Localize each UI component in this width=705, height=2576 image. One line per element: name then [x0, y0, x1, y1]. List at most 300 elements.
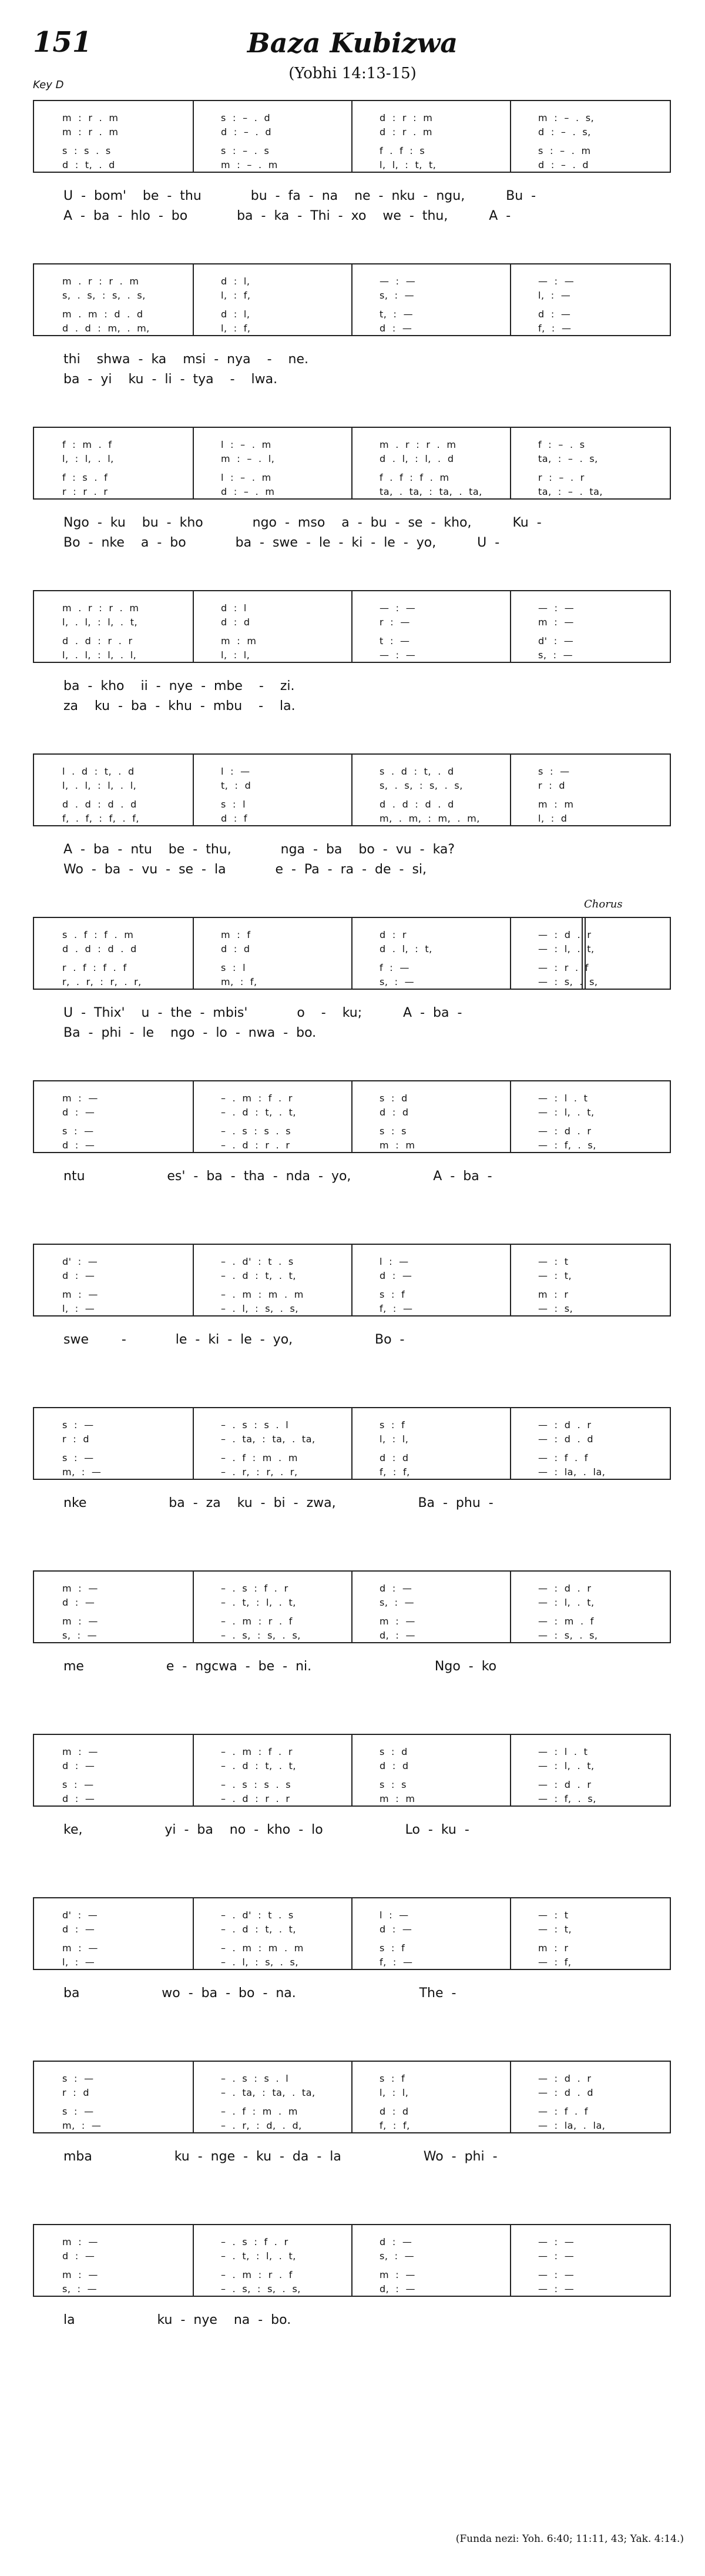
solfa-voice: – . m : f . r [221, 1093, 293, 1104]
solfa-voice: d : — [62, 2250, 95, 2262]
solfa-voice: m . r : r . m [62, 602, 139, 614]
solfa-voice: s, . s, : s, . s, [380, 780, 463, 791]
solfa-voice: m : r . m [62, 112, 119, 123]
staff-box [33, 100, 671, 173]
bar-line [193, 264, 194, 335]
staff-box [33, 1080, 671, 1153]
solfa-voice: — : d . r [538, 1419, 592, 1431]
solfa-voice: s . f : f . m [62, 929, 134, 940]
bar-line [510, 2062, 511, 2132]
solfa-voice: s : — [538, 766, 570, 777]
bar-line [510, 1245, 511, 1315]
solfa-voice: – . d' : t . s [221, 1256, 294, 1267]
solfa-voice: – . d : t, . t, [221, 1107, 296, 1118]
solfa-voice: — : l . t [538, 1093, 588, 1104]
solfa-voice: – . s, : s, . s, [221, 1630, 301, 1641]
solfa-voice: f . f : s [380, 145, 425, 156]
solfa-voice: — : — [380, 276, 416, 287]
solfa-voice: r, . r, : r, . r, [62, 976, 142, 987]
solfa-voice: d . d : m, . m, [62, 323, 150, 334]
solfa-voice: m : r [538, 1289, 569, 1300]
lyric-line: A - ba - ntu be - thu, nga - ba bo - vu - ka? [63, 842, 455, 857]
solfa-voice: s : — [62, 1779, 94, 1790]
solfa-voice: f, : — [380, 1303, 413, 1314]
music-system [33, 1734, 671, 1837]
solfa-voice: m . r : r . m [62, 276, 139, 287]
solfa-voice: d, : — [380, 2283, 415, 2294]
solfa-voice: r : d [62, 1433, 89, 1445]
solfa-voice: — : d . d [538, 2087, 593, 2098]
bar-line [193, 1081, 194, 1152]
solfa-voice: m : f [221, 929, 251, 940]
solfa-voice: d : – . m [221, 486, 275, 497]
solfa-voice: – . r, : d, . d, [221, 2120, 302, 2131]
solfa-voice: d' : — [62, 1910, 98, 1921]
solfa-voice: t, : — [380, 309, 414, 320]
solfa-voice: — : s, . s, [538, 976, 598, 987]
solfa-voice: — : — [538, 2283, 575, 2294]
bar-line [351, 1735, 352, 1805]
solfa-voice: s : — [62, 1125, 94, 1137]
solfa-voice: r : — [380, 617, 410, 628]
solfa-voice: d, : — [380, 1630, 415, 1641]
solfa-voice: s : d [380, 1093, 408, 1104]
solfa-voice: – . d' : t . s [221, 1910, 294, 1921]
solfa-voice: – . m : r . f [221, 2269, 293, 2280]
solfa-voice: f, : f, [380, 1466, 410, 1478]
solfa-voice: f : s . f [62, 472, 108, 483]
lyric-line: ba - kho ii - nye - mbe - zi. [63, 679, 295, 694]
bar-line [193, 1408, 194, 1479]
music-system [33, 1897, 671, 2001]
solfa-voice: d : d [380, 2106, 409, 2117]
solfa-voice: r : d [62, 2087, 89, 2098]
solfa-voice: m : m [538, 799, 574, 810]
solfa-voice: m : — [62, 1289, 98, 1300]
solfa-voice: d : — [62, 1793, 95, 1804]
bar-line [351, 591, 352, 662]
solfa-voice: s : – . m [538, 145, 591, 156]
solfa-voice: — : f, . s, [538, 1793, 596, 1804]
bar-line [193, 1735, 194, 1805]
bar-line [351, 1408, 352, 1479]
solfa-voice: s, : — [380, 976, 415, 987]
lyric-line: nke ba - za ku - bi - zwa, Ba - phu - [63, 1496, 494, 1510]
solfa-voice: m : m [380, 1140, 415, 1151]
solfa-voice: — : d . d [538, 1433, 593, 1445]
staff-box [33, 427, 671, 500]
solfa-voice: ta, : – . ta, [538, 486, 603, 497]
solfa-voice: s : s . s [62, 145, 111, 156]
solfa-voice: s, : — [62, 2283, 98, 2294]
solfa-voice: – . m : r . f [221, 1616, 293, 1627]
music-system [33, 1570, 671, 1674]
solfa-voice: d : l [221, 602, 247, 614]
solfa-voice: – . m : m . m [221, 1942, 304, 1954]
solfa-voice: d . d : r . r [62, 635, 133, 646]
lyric-line: Wo - ba - vu - se - la e - Pa - ra - de - si, [63, 862, 427, 877]
staff-box [33, 1734, 671, 1807]
solfa-voice: – . s : f . r [221, 1583, 288, 1594]
bar-line [351, 755, 352, 825]
solfa-voice: — : — [538, 276, 575, 287]
solfa-voice: l, : l, [221, 649, 250, 661]
solfa-voice: d . d : d . d [380, 799, 454, 810]
lyric-line: Bo - nke a - bo ba - swe - le - ki - le - yo, U - [63, 535, 500, 550]
solfa-voice: – . d : t, . t, [221, 1760, 296, 1771]
solfa-voice: t : — [380, 635, 410, 646]
bar-line [193, 1572, 194, 1642]
solfa-voice: l, : — [538, 290, 571, 301]
bar-line [193, 101, 194, 172]
bar-line [193, 755, 194, 825]
solfa-voice: – . r, : r, . r, [221, 1466, 298, 1478]
solfa-voice: — : d . r [538, 1779, 592, 1790]
music-system [33, 753, 671, 877]
music-system [33, 1080, 671, 1184]
bar-line [510, 918, 511, 989]
bar-line [351, 2225, 352, 2296]
lyric-line: thi shwa - ka msi - nya - ne. [63, 352, 308, 367]
solfa-voice: — : s, [538, 1303, 573, 1314]
solfa-voice: — : — [538, 602, 575, 614]
solfa-voice: — : f . f [538, 1452, 588, 1463]
solfa-voice: s : — [62, 2106, 94, 2117]
solfa-voice: ta, : – . s, [538, 453, 598, 464]
solfa-voice: – . m : f . r [221, 1746, 293, 1757]
solfa-voice: s, : — [62, 1630, 98, 1641]
solfa-voice: f, : — [538, 323, 572, 334]
solfa-voice: — : la, . la, [538, 1466, 606, 1478]
solfa-voice: — : t [538, 1910, 569, 1921]
bar-line [510, 101, 511, 172]
solfa-voice: s : f [380, 1289, 405, 1300]
solfa-voice: l, . l, : l, . t, [62, 617, 138, 628]
solfa-voice: – . t, : l, . t, [221, 1597, 296, 1608]
solfa-voice: — : m . f [538, 1616, 594, 1627]
lyric-line: Ba - phi - le ngo - lo - nwa - bo. [63, 1026, 317, 1040]
solfa-voice: d : r [380, 929, 407, 940]
solfa-voice: — : d . r [538, 1583, 592, 1594]
solfa-voice: s : f [380, 1942, 405, 1954]
bar-line [510, 2225, 511, 2296]
music-system [33, 100, 671, 223]
solfa-voice: m : r . m [62, 126, 119, 138]
solfa-voice: l, : f, [221, 290, 251, 301]
lyric-line: ba - yi ku - li - tya - lwa. [63, 372, 278, 387]
solfa-voice: — : — [538, 2250, 575, 2262]
solfa-voice: m : — [62, 1093, 98, 1104]
solfa-voice: d : – . s, [538, 126, 591, 138]
solfa-voice: m : — [62, 2269, 98, 2280]
solfa-voice: – . d : t, . t, [221, 1924, 296, 1935]
solfa-voice: s : s [380, 1125, 407, 1137]
solfa-voice: m : — [380, 2269, 415, 2280]
solfa-voice: l, : l, [380, 1433, 409, 1445]
solfa-voice: l, . l, : l, . l, [62, 649, 137, 661]
solfa-voice: m, : — [62, 1466, 102, 1478]
solfa-voice: d : — [62, 1597, 95, 1608]
bar-line [193, 1245, 194, 1315]
solfa-voice: d : — [380, 1924, 412, 1935]
music-system [33, 427, 671, 550]
music-system [33, 2061, 671, 2164]
solfa-voice: — : f, [538, 1957, 572, 1968]
solfa-voice: m : — [380, 1616, 415, 1627]
staff-box [33, 590, 671, 663]
lyric-line: U - Thix' u - the - mbis' o - ku; A - ba - [63, 1006, 462, 1020]
lyric-line: Ngo - ku bu - kho ngo - mso a - bu - se - kho, Ku - [63, 515, 542, 530]
solfa-voice: d . d : d . d [62, 943, 137, 954]
music-system [33, 263, 671, 387]
solfa-voice: m . r : r . m [380, 439, 456, 450]
solfa-voice: l . d : t, . d [62, 766, 135, 777]
solfa-voice: m : — [62, 2236, 98, 2247]
lyric-line: A - ba - hlo - bo ba - ka - Thi - xo we - thu, A - [63, 209, 511, 223]
bar-line [193, 2225, 194, 2296]
solfa-voice: m : – . m [221, 159, 278, 170]
staff-box [33, 1407, 671, 1480]
solfa-voice: d : — [538, 309, 571, 320]
solfa-voice: f . f : f . m [380, 472, 449, 483]
bar-line [510, 591, 511, 662]
solfa-voice: l : — [380, 1910, 409, 1921]
solfa-voice: s : – . d [221, 112, 271, 123]
solfa-voice: m : – . s, [538, 112, 595, 123]
solfa-voice: l, : d [538, 813, 568, 824]
bar-line [351, 1081, 352, 1152]
solfa-voice: s : — [62, 1419, 94, 1431]
solfa-voice: d' : — [62, 1256, 98, 1267]
solfa-voice: – . d : r . r [221, 1140, 290, 1151]
solfa-voice: – . s : s . s [221, 1125, 291, 1137]
solfa-voice: d : r . m [380, 126, 432, 138]
solfa-voice: m : m [380, 1793, 415, 1804]
solfa-voice: s : – . s [221, 145, 270, 156]
bar-line [193, 1898, 194, 1969]
solfa-voice: – . f : m . m [221, 2106, 298, 2117]
solfa-voice: d : – . d [221, 126, 271, 138]
staff-box [33, 1244, 671, 1317]
solfa-voice: m, : — [62, 2120, 102, 2131]
solfa-voice: l, : f, [221, 323, 251, 334]
solfa-voice: l, : — [62, 1303, 95, 1314]
bar-line [351, 918, 352, 989]
solfa-voice: f : — [380, 962, 409, 973]
solfa-voice: d : — [62, 1760, 95, 1771]
solfa-voice: d' : — [538, 635, 574, 646]
solfa-voice: – . s : s . l [221, 1419, 289, 1431]
key-signature: Key D [33, 79, 64, 91]
hymn-title: Baza Kubizwa [247, 27, 458, 59]
staff-box [33, 2061, 671, 2133]
solfa-voice: m : — [62, 1616, 98, 1627]
staff-box [33, 1897, 671, 1970]
lyric-line: swe - le - ki - le - yo, Bo - [63, 1332, 405, 1347]
solfa-voice: l, : l, [380, 2087, 409, 2098]
solfa-voice: – . s : f . r [221, 2236, 288, 2247]
lyric-line: ba wo - ba - bo - na. The - [63, 1986, 456, 2001]
staff-box [33, 753, 671, 826]
bar-line [193, 428, 194, 498]
music-system [33, 590, 671, 713]
solfa-voice: — : d . r [538, 1125, 592, 1137]
solfa-voice: r . f : f . f [62, 962, 127, 973]
music-system [33, 898, 671, 1040]
solfa-voice: r : d [538, 780, 565, 791]
solfa-voice: l : — [380, 1256, 409, 1267]
bar-line [510, 1572, 511, 1642]
solfa-voice: — : — [380, 649, 416, 661]
staff-box [33, 917, 671, 990]
solfa-voice: m : — [62, 1583, 98, 1594]
bar-line [510, 755, 511, 825]
solfa-voice: l, l, : t, t, [380, 159, 437, 170]
solfa-voice: – . d : r . r [221, 1793, 290, 1804]
solfa-voice: — : la, . la, [538, 2120, 606, 2131]
solfa-voice: s : s [380, 1779, 407, 1790]
solfa-voice: — : r . f [538, 962, 589, 973]
solfa-voice: l, . l, : l, . l, [62, 780, 137, 791]
solfa-voice: d : d [380, 1760, 409, 1771]
solfa-voice: — : — [380, 602, 416, 614]
solfa-voice: m, . m, : m, . m, [380, 813, 480, 824]
solfa-voice: d : d [380, 1452, 409, 1463]
solfa-voice: m : m [221, 635, 257, 646]
solfa-voice: d : f [221, 813, 248, 824]
solfa-voice: r : – . r [538, 472, 585, 483]
solfa-voice: m . m : d . d [62, 309, 143, 320]
solfa-voice: f : – . s [538, 439, 585, 450]
solfa-voice: – . ta, : ta, . ta, [221, 1433, 315, 1445]
solfa-voice: m : – . l, [221, 453, 275, 464]
solfa-voice: d : — [380, 323, 412, 334]
solfa-voice: d : l, [221, 309, 250, 320]
solfa-voice: d : t, . d [62, 159, 115, 170]
solfa-voice: s : d [380, 1746, 408, 1757]
chorus-label: Chorus [584, 898, 623, 910]
solfa-voice: d : d [221, 617, 250, 628]
bar-line [193, 918, 194, 989]
bar-line [510, 264, 511, 335]
music-system [33, 1244, 671, 1347]
lyric-line: me e - ngcwa - be - ni. Ngo - ko [63, 1659, 497, 1674]
solfa-voice: s : l [221, 962, 246, 973]
bar-line [510, 1408, 511, 1479]
solfa-voice: d : — [62, 1270, 95, 1281]
solfa-voice: — : f . f [538, 2106, 588, 2117]
solfa-voice: — : l . t [538, 1746, 588, 1757]
solfa-voice: d : d [221, 943, 250, 954]
solfa-voice: — : d . r [538, 929, 592, 940]
solfa-voice: l, : l, . l, [62, 453, 114, 464]
solfa-voice: d : — [380, 1583, 412, 1594]
lyric-line: ntu es' - ba - tha - nda - yo, A - ba - [63, 1169, 492, 1184]
solfa-voice: m : — [62, 1746, 98, 1757]
bar-line [351, 2062, 352, 2132]
solfa-voice: — : l, . t, [538, 1107, 595, 1118]
solfa-voice: f, : — [380, 1957, 413, 1968]
solfa-voice: d . d : d . d [62, 799, 137, 810]
solfa-voice: f, . f, : f, . f, [62, 813, 139, 824]
solfa-voice: – . f : m . m [221, 1452, 298, 1463]
solfa-voice: — : s, . s, [538, 1630, 598, 1641]
lyric-line: mba ku - nge - ku - da - la Wo - phi - [63, 2149, 498, 2164]
bar-line [193, 591, 194, 662]
solfa-voice: – . l, : s, . s, [221, 1957, 298, 1968]
solfa-voice: d : — [380, 1270, 412, 1281]
solfa-voice: d : r : m [380, 112, 433, 123]
lyric-line: za ku - ba - khu - mbu - la. [63, 699, 296, 713]
bar-line [351, 101, 352, 172]
solfa-voice: — : l, . t, [538, 1597, 595, 1608]
staff-box [33, 2224, 671, 2297]
solfa-voice: f, : f, [380, 2120, 410, 2131]
solfa-voice: – . s : s . s [221, 1779, 291, 1790]
solfa-voice: – . ta, : ta, . ta, [221, 2087, 315, 2098]
solfa-voice: l : – . m [221, 472, 271, 483]
solfa-voice: s . d : t, . d [380, 766, 454, 777]
solfa-voice: d . l, : l, . d [380, 453, 454, 464]
bar-line [351, 1898, 352, 1969]
solfa-voice: – . d : t, . t, [221, 1270, 296, 1281]
solfa-voice: t, : d [221, 780, 251, 791]
solfa-voice: s : — [62, 1452, 94, 1463]
solfa-voice: l, : — [62, 1957, 95, 1968]
solfa-voice: m : — [538, 617, 574, 628]
solfa-voice: — : t [538, 1256, 569, 1267]
solfa-voice: — : t, [538, 1270, 572, 1281]
solfa-voice: r : r . r [62, 486, 108, 497]
bar-line [351, 428, 352, 498]
solfa-voice: s : f [380, 1419, 405, 1431]
lyric-line: ke, yi - ba no - kho - lo Lo - ku - [63, 1823, 469, 1837]
staff-box [33, 1570, 671, 1643]
solfa-voice: s, : — [380, 290, 415, 301]
solfa-voice: – . t, : l, . t, [221, 2250, 296, 2262]
bar-line [351, 1245, 352, 1315]
solfa-voice: s : — [62, 2073, 94, 2084]
solfa-voice: – . s : s . l [221, 2073, 289, 2084]
solfa-voice: s, : — [380, 1597, 415, 1608]
solfa-voice: – . s, : s, . s, [221, 2283, 301, 2294]
solfa-voice: d : — [380, 2236, 412, 2247]
solfa-voice: m : r [538, 1942, 569, 1954]
music-system [33, 2224, 671, 2327]
solfa-voice: m, : f, [221, 976, 257, 987]
solfa-voice: d : – . d [538, 159, 589, 170]
bar-line [193, 2062, 194, 2132]
solfa-voice: s, : — [538, 649, 573, 661]
solfa-voice: l : — [221, 766, 250, 777]
music-system [33, 1407, 671, 1510]
solfa-voice: — : t, [538, 1924, 572, 1935]
solfa-voice: d : — [62, 1140, 95, 1151]
solfa-voice: d . l, : t, [380, 943, 432, 954]
solfa-voice: s : l [221, 799, 246, 810]
solfa-voice: — : — [538, 2236, 575, 2247]
solfa-voice: f : m . f [62, 439, 112, 450]
solfa-voice: — : f, . s, [538, 1140, 596, 1151]
solfa-voice: d : — [62, 1924, 95, 1935]
solfa-voice: — : — [538, 2269, 575, 2280]
solfa-voice: — : l, . t, [538, 1760, 595, 1771]
solfa-voice: s, . s, : s, . s, [62, 290, 146, 301]
solfa-voice: m : — [62, 1942, 98, 1954]
solfa-voice: d : l, [221, 276, 250, 287]
solfa-voice: d : — [62, 1107, 95, 1118]
staff-box [33, 263, 671, 336]
